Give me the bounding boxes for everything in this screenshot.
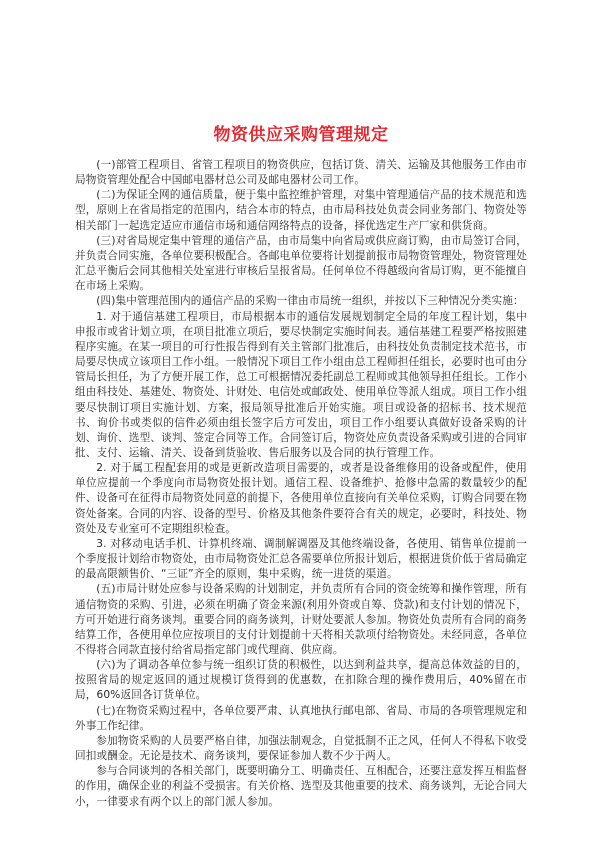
paragraph-1: (一)部管工程项目、省管工程项目的物资供应，包括订货、清关、运输及其他服务工作由市局物资管理处配合中国邮电器材总公司及邮电器材公司工作。 [75,159,527,187]
paragraph-9: 参与合同谈判的各相关部门，既要明确分工、明确责任、互相配合，还要注意发挥互相监督的作用，确保企业的利益不受损害。有关价格、选型及其他重要的技术、商务谈判，无论合同大小，一律要求有两个以上的部门派人参加。 [75,765,527,808]
document-page [75,124,527,810]
paragraph-4-item-3: 3. 对移动电话手机、计算机终端、调制解调器及其他终端设备，各使用、销售单位提前一个季度报计划给市物资处，由市局物资处汇总各需要单位所报计划后，根据进货价低于省局确定的最高限额售价、“三证”齐全的原则，集中采购，统一进货的渠道。 [75,537,527,581]
paragraph-3: (三)对省局规定集中管理的通信产品，由市局集中向省局或供应商订购，由市局签订合同，并负责合同实施，各单位要积极配合。各邮电单位要将计划提前报市局物资管理处，物资管理处汇总平衡后会同其他相关处室进行审核后呈报省局。任何单位不得越级向省局订购，更不能擅自在市场上采购。 [75,234,527,293]
paragraph-7: (七)在物资采购过程中，各单位要严肃、认真地执行邮电部、省局、市局的各项管理规定和外事工作纪律。 [75,704,527,732]
paragraph-8: 参加物资采购的人员要严格自律，加强法制观念，自觉抵制不正之风，任何人不得私下收受回扣或酬金。无论是技术、商务谈判，要保证参加人数不少于两人。 [75,734,527,763]
paragraph-4: (四)集中管理范围内的通信产品的采购一律由市局统一组织，并按以下三种情况分类实施： [96,295,524,308]
paragraph-5: (五)市局计财处应参与设备采购的计划制定，并负责所有合同的资金统筹和操作管理，所有通信物资的采购、引进，必须在明确了资金来源(利用外资或自筹、贷款)和支付计划的情况下，方可开始进行商务谈判。重要合同的商务谈判，计财处要派人参加。物资处负责所有合同的商务结算工作，各使用单位应按项目的支付计划提前十天将相关款项付给物资处。未经同意，各单位不得将合同款直接付给省局指定部门或代理商、供应商。 [75,583,527,656]
paragraph-4-item-1: 1. 对于通信基建工程项目，市局根据本市的通信发展规划制定全局的年度工程计划，集中申报市或省计划立项，在项目批准立项后，要尽快制定实施时间表。通信基建工程要严格按照建程序实施。在某一项目的可行性报告得到有关主管部门批准后，由科技处负责制定技术范书，市局要尽快成立该项目工作小组。一般情况下项目工作小组由总工程师担任组长，必要时也可由分管局长担任，为了方便开展工作，总工可根据情况委托副总工程师或其他领导担任组长。工作小组由科技处、基建处、物资处、计财处、电信处或邮政处、使用单位等派人组成。项目工作小组要尽快制订项目实施计划、方案，报局领导批准后开始实施。项目或设备的招标书、技术规范书、询价书或类似的信件必须由组长签字后方可发出，项目工作小组要认真做好设备采购的计划、询价、选型、谈判、签定合同等工作。合同签订后，物资处应负责设备采购或引进的合同审批、支付、运输、清关、设备到货验收、售后服务以及合同的执行管理工作。 [75,310,527,459]
document-title: 物资供应采购管理规定 [213,125,389,145]
paragraph-6: (六)为了调动各单位参与统一组织订货的积极性，以达到利益共享，提高总体效益的目的，按照省局的规定返回的通过规模订货得到的优惠数，在扣除合理的操作费用后，40%留在市局，60%返回各订货单位。 [75,659,527,702]
paragraph-4-item-2: 2. 对于属工程配套用的或是更新改造项目需要的，或者是设备维修用的设备或配件，使用单位应提前一个季度向市局物资处报计划。通信工程、设备维护、抢修中急需的数量较少的配件、设备可在征得市局物资处同意的前提下，各使用单位直接向有关单位采购，订购合同要在物资处备案。合同的内容、设备的型号、价格及其他条件要符合有关的规定，必要时，科技处、物资处及专业室可不定期组织检查。 [75,462,527,535]
paragraph-2: (二)为保证全网的通信质量，便于集中监控维护管理，对集中管理通信产品的技术规范和选型，原则上在省局指定的范围内，结合本市的特点，由市局科技处负责会同业务部门、物资处等相关部门一起选定适应市通信市场和通信网络特点的设备，择优选定生产厂家和供货商。 [75,189,527,232]
